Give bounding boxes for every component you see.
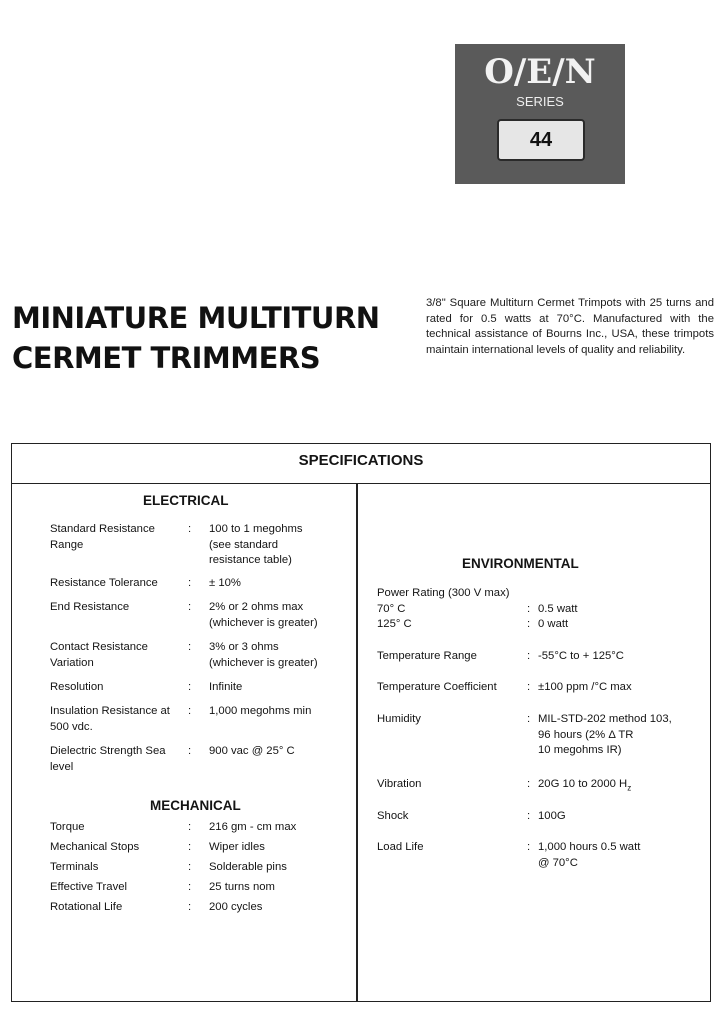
spec-label: Effective Travel — [50, 881, 128, 893]
oen-logo: O/E/N — [484, 52, 596, 92]
series-badge — [455, 44, 625, 184]
spec-value-line: 25 turns nom — [209, 881, 275, 893]
spec-value-line: 96 hours (2% Δ TR — [538, 728, 634, 741]
spec-value — [209, 840, 265, 856]
title-line-2: CERMET TRIMMERS — [12, 341, 321, 375]
spec-label: Torque — [50, 821, 85, 833]
spec-value-line: @ 70°C — [538, 856, 578, 869]
spec-colon: : — [527, 810, 531, 822]
spec-value — [209, 744, 295, 760]
spec-value — [538, 680, 632, 696]
power-rating-label: Power Rating (300 V max) — [377, 587, 510, 599]
spec-value-line: 1,000 hours 0.5 watt — [538, 841, 641, 853]
spec-colon: : — [527, 841, 531, 853]
spec-value-line: resistance table) — [209, 554, 292, 566]
spec-label: Resistance Tolerance — [50, 577, 158, 589]
spec-value-line: Infinite — [209, 681, 243, 693]
spec-label: Vibration — [377, 778, 422, 790]
spec-value — [209, 820, 296, 836]
spec-colon: : — [188, 861, 192, 873]
spec-label: Temperature Coefficient — [377, 681, 497, 693]
spec-colon: : — [527, 713, 531, 725]
spec-value-line: Solderable pins — [209, 861, 287, 873]
spec-value-line: 3% or 3 ohms — [209, 641, 279, 653]
series-number: 44 — [497, 119, 585, 161]
spec-value-line: 900 vac @ 25° C — [209, 745, 295, 757]
spec-colon: : — [188, 821, 192, 833]
spec-value — [538, 617, 568, 633]
specifications-title: SPECIFICATIONS — [12, 444, 710, 484]
series-label: SERIES — [516, 94, 564, 109]
spec-value-line: -55°C to + 125°C — [538, 650, 624, 662]
spec-colon: : — [188, 601, 192, 613]
spec-label: 70° C — [377, 603, 406, 615]
spec-colon: : — [188, 705, 192, 717]
spec-colon: : — [188, 881, 192, 893]
spec-label: Contact Resistance Variation — [50, 641, 148, 669]
spec-value-line: 2% or 2 ohms max — [209, 601, 304, 613]
spec-label: Rotational Life — [50, 901, 123, 913]
specifications-table — [11, 443, 711, 1002]
spec-value — [538, 777, 631, 796]
spec-label: Temperature Range — [377, 650, 477, 662]
spec-value-subscript: z — [627, 783, 632, 793]
spec-value — [538, 809, 566, 825]
spec-value — [538, 712, 672, 759]
spec-value — [209, 600, 318, 631]
spec-value-line: 20G 10 to 2000 $H_z$ — [538, 778, 632, 793]
spec-value-line: ± 10% — [209, 577, 241, 589]
spec-value — [538, 649, 624, 665]
spec-label: Shock — [377, 810, 409, 822]
spec-colon: : — [188, 681, 192, 693]
spec-colon: : — [527, 618, 531, 630]
spec-value — [209, 900, 262, 916]
spec-value-line: 216 gm - cm max — [209, 821, 297, 833]
spec-value — [209, 704, 311, 720]
spec-value — [538, 840, 640, 871]
spec-value — [209, 576, 241, 592]
spec-colon: : — [527, 778, 531, 790]
intro-paragraph: 3/8" Square Multiturn Cermet Trimpots with 25 turns and rated for 0.5 watts at 70°C. Manufactured with the technical assistance of Bourns Inc., USA, these trimpots maintain international levels of quality and reliability. — [426, 297, 714, 356]
spec-colon: : — [527, 603, 531, 615]
spec-colon: : — [188, 523, 192, 535]
spec-value-line: MIL-STD-202 method 103, — [538, 713, 672, 725]
spec-label: Load Life — [377, 841, 424, 853]
spec-label: Resolution — [50, 681, 104, 693]
spec-label: Insulation Resistance at 500 vdc. — [50, 705, 170, 733]
page-title — [12, 298, 392, 378]
spec-value — [209, 860, 287, 876]
spec-label: Mechanical Stops — [50, 841, 140, 853]
spec-value-line: 10 megohms IR) — [538, 744, 622, 756]
spec-value-line: (see standard — [209, 538, 279, 551]
spec-colon: : — [188, 577, 192, 589]
spec-value — [209, 522, 303, 569]
spec-value-line: 1,000 megohms min — [209, 705, 312, 717]
spec-value — [209, 680, 242, 696]
title-line-1: MINIATURE MULTITURN — [12, 301, 380, 335]
column-divider — [356, 484, 358, 1001]
spec-value-line: (whichever is greater) — [209, 656, 318, 669]
spec-label: Standard Resistance Range — [50, 523, 155, 551]
spec-value — [209, 880, 275, 896]
spec-colon: : — [527, 681, 531, 693]
environmental-heading: ENVIRONMENTAL — [462, 556, 579, 571]
spec-label: Terminals — [50, 861, 99, 873]
spec-value-line: 100G — [538, 810, 566, 822]
spec-value-line: (whichever is greater) — [209, 616, 318, 629]
mechanical-heading: MECHANICAL — [150, 798, 241, 813]
spec-label: Dielectric Strength Sea level — [50, 745, 166, 773]
spec-value-line: ±100 ppm /°C max — [538, 681, 632, 693]
spec-value — [538, 602, 578, 618]
spec-label: Humidity — [377, 713, 421, 725]
electrical-heading: ELECTRICAL — [143, 493, 229, 508]
spec-colon: : — [188, 841, 192, 853]
spec-label: 125° C — [377, 618, 412, 630]
spec-value-line: 0.5 watt — [538, 603, 578, 615]
spec-value-line: 100 to 1 megohms — [209, 523, 303, 535]
spec-colon: : — [188, 641, 192, 653]
spec-colon: : — [527, 650, 531, 662]
spec-colon: : — [188, 745, 192, 757]
spec-value — [209, 640, 318, 671]
spec-label: End Resistance — [50, 601, 130, 613]
spec-colon: : — [188, 901, 192, 913]
spec-value-line: 0 watt — [538, 618, 569, 630]
spec-value-line: 200 cycles — [209, 901, 263, 913]
spec-value-line: Wiper idles — [209, 841, 265, 853]
